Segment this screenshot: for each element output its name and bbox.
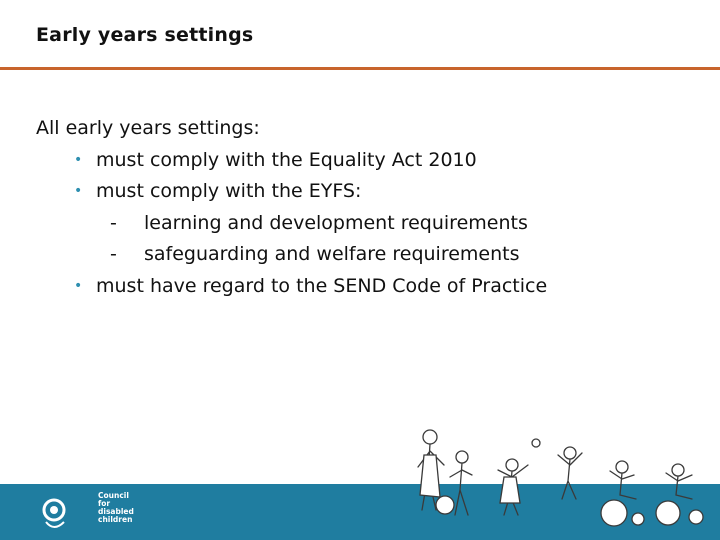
sub-item — [36, 239, 547, 271]
sub-item — [36, 208, 547, 240]
logo-mark-icon — [42, 492, 94, 534]
bullet-item — [36, 271, 547, 303]
bullet-item — [36, 145, 547, 177]
bullet-text: must have regard to the SEND Code of Practice — [96, 274, 548, 297]
bullet-item — [36, 176, 547, 208]
dash-icon: - — [110, 211, 117, 234]
council-for-disabled-children-logo — [42, 491, 134, 534]
title-divider — [0, 67, 720, 70]
sub-item-text: learning and development requirements — [144, 211, 528, 234]
bullet-icon: • — [74, 151, 83, 168]
intro-line: All early years settings: — [36, 117, 260, 139]
logo-text: Council for disabled children — [98, 491, 134, 524]
bullet-icon: • — [74, 277, 83, 294]
dash-icon: - — [110, 243, 117, 265]
sub-item-text: safeguarding and welfare requirements — [144, 243, 520, 265]
bullet-text: must comply with the Equality Act 2010 — [96, 148, 477, 171]
slide-title: Early years settings — [36, 24, 254, 46]
bullet-text: must comply with the EYFS: — [96, 180, 362, 202]
slide-body — [36, 113, 547, 302]
bullet-icon: • — [74, 183, 83, 199]
children-playing-illustration — [400, 415, 720, 540]
